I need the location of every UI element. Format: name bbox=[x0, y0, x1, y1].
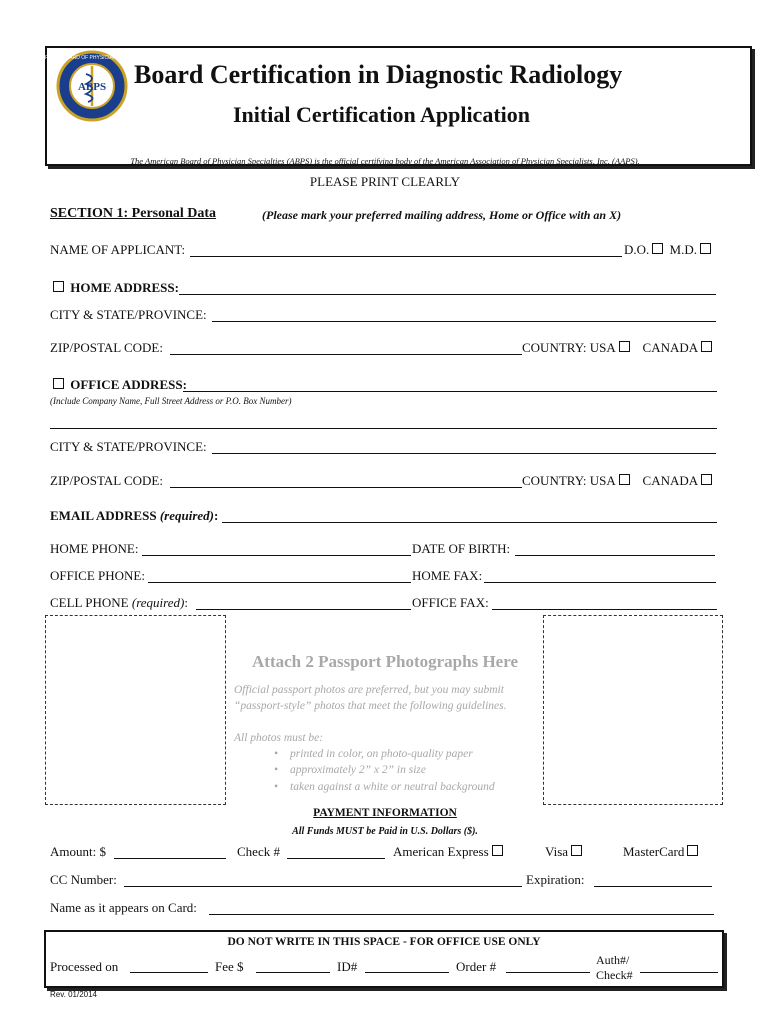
visa-label: Visa bbox=[545, 844, 569, 859]
name-label: NAME OF APPLICANT: bbox=[50, 242, 186, 257]
office-country-options bbox=[522, 473, 715, 489]
do-checkbox[interactable] bbox=[652, 243, 663, 254]
email-label: EMAIL ADDRESS (required): bbox=[50, 508, 219, 523]
amex-checkbox[interactable] bbox=[492, 845, 503, 856]
photo-line1: Official passport photos are preferred, but you may submit bbox=[234, 684, 504, 696]
amount-field[interactable] bbox=[114, 858, 226, 859]
home-canada-checkbox[interactable] bbox=[701, 341, 712, 352]
do-label: D.O. bbox=[624, 242, 650, 257]
home-fax-label: HOME FAX: bbox=[412, 568, 483, 583]
mastercard-checkbox[interactable] bbox=[687, 845, 698, 856]
home-phone-label: HOME PHONE: bbox=[50, 541, 139, 556]
processed-on-label: Processed on bbox=[50, 959, 119, 974]
photo-line2: “passport-style” photos that meet the following guidelines. bbox=[234, 700, 507, 712]
name-field[interactable] bbox=[190, 256, 622, 257]
photo-bullet-2: • approximately 2” x 2” in size bbox=[234, 764, 426, 776]
photo-box-right[interactable] bbox=[543, 615, 723, 805]
email-text: EMAIL ADDRESS bbox=[50, 508, 157, 523]
check-label: Check # bbox=[237, 844, 280, 859]
visa-option bbox=[545, 844, 585, 860]
photo-box-left[interactable] bbox=[45, 615, 226, 805]
office-address-field[interactable] bbox=[183, 391, 717, 392]
office-country-usa-label: COUNTRY: USA bbox=[522, 473, 616, 488]
cell-phone-label: CELL PHONE (required): bbox=[50, 595, 188, 610]
page-subtitle: Initial Certification Application bbox=[233, 102, 530, 127]
home-address-label bbox=[50, 280, 179, 296]
cc-number-label: CC Number: bbox=[50, 872, 117, 887]
tagline: The American Board of Physician Specialties (ABPS) is the official certifying body of the American Association of Physician Specialists, Inc. (AAPS). bbox=[130, 156, 640, 166]
amount-label: Amount: $ bbox=[50, 844, 106, 859]
fee-field bbox=[256, 972, 330, 973]
auth-label: Auth#/ bbox=[596, 953, 630, 967]
id-field bbox=[365, 972, 449, 973]
dob-label: DATE OF BIRTH: bbox=[412, 541, 511, 556]
seal-abbr: ABPS bbox=[77, 81, 107, 93]
processed-on-field bbox=[130, 972, 208, 973]
office-phone-label: OFFICE PHONE: bbox=[50, 568, 145, 583]
photo-bullet-3: • taken against a white or neutral background bbox=[234, 781, 495, 793]
expiration-label: Expiration: bbox=[526, 872, 585, 887]
home-fax-field[interactable] bbox=[484, 582, 716, 583]
md-label: M.D. bbox=[669, 242, 697, 257]
photo-bullet-1: • printed in color, on photo-quality paper bbox=[234, 748, 473, 760]
payment-title: PAYMENT INFORMATION bbox=[313, 807, 457, 819]
dob-field[interactable] bbox=[515, 555, 715, 556]
office-canada-checkbox[interactable] bbox=[701, 474, 712, 485]
name-on-card-field[interactable] bbox=[209, 914, 714, 915]
office-zip-field[interactable] bbox=[170, 487, 522, 488]
photo-title: Attach 2 Passport Photographs Here bbox=[252, 652, 518, 671]
amex-label: American Express bbox=[393, 844, 489, 859]
cell-phone-field[interactable] bbox=[196, 609, 411, 610]
order-label: Order # bbox=[456, 959, 497, 974]
fee-label: Fee $ bbox=[215, 959, 244, 974]
cell-required: (required) bbox=[131, 595, 185, 610]
office-address-checkbox[interactable] bbox=[53, 378, 64, 389]
abps-seal-logo bbox=[34, 50, 150, 122]
mastercard-label: MasterCard bbox=[623, 844, 685, 859]
office-city-label: CITY & STATE/PROVINCE: bbox=[50, 439, 207, 454]
mastercard-option bbox=[623, 844, 701, 860]
office-phone-field[interactable] bbox=[148, 582, 411, 583]
home-usa-checkbox[interactable] bbox=[619, 341, 630, 352]
office-address-label bbox=[50, 377, 187, 393]
md-checkbox[interactable] bbox=[700, 243, 711, 254]
print-clearly: PLEASE PRINT CLEARLY bbox=[309, 174, 461, 189]
name-on-card-label: Name as it appears on Card: bbox=[50, 900, 197, 915]
check-field[interactable] bbox=[287, 858, 385, 859]
home-zip-label: ZIP/POSTAL CODE: bbox=[50, 340, 163, 355]
revision: Rev. 01/2014 bbox=[50, 990, 97, 999]
email-required: (required) bbox=[159, 508, 214, 523]
id-label: ID# bbox=[337, 959, 358, 974]
home-city-label: CITY & STATE/PROVINCE: bbox=[50, 307, 207, 322]
expiration-field[interactable] bbox=[594, 886, 712, 887]
page-title: Board Certification in Diagnostic Radiology bbox=[134, 60, 623, 89]
home-address-text: HOME ADDRESS: bbox=[70, 280, 179, 295]
amex-option bbox=[393, 844, 506, 860]
cell-phone-text: CELL PHONE bbox=[50, 595, 129, 610]
home-zip-field[interactable] bbox=[170, 354, 522, 355]
section1-note: (Please mark your preferred mailing address, Home or Office with an X) bbox=[262, 208, 622, 222]
home-city-field[interactable] bbox=[212, 321, 716, 322]
section1-title: SECTION 1: Personal Data bbox=[50, 206, 217, 221]
office-fax-field[interactable] bbox=[492, 609, 717, 610]
home-address-checkbox[interactable] bbox=[53, 281, 64, 292]
office-address-text: OFFICE ADDRESS: bbox=[70, 377, 187, 392]
office-address-line2[interactable] bbox=[50, 428, 717, 429]
check-num-label: Check# bbox=[596, 968, 633, 982]
order-field bbox=[506, 972, 590, 973]
office-use-title: DO NOT WRITE IN THIS SPACE - FOR OFFICE USE ONLY bbox=[227, 936, 541, 948]
visa-checkbox[interactable] bbox=[571, 845, 582, 856]
cc-number-field[interactable] bbox=[124, 886, 522, 887]
seal-ring-text: AMERICAN BOARD OF PHYSICIAN SPECIALTIES bbox=[34, 55, 150, 61]
degree-options bbox=[624, 242, 714, 258]
home-canada-label: CANADA bbox=[642, 340, 699, 355]
office-canada-label: CANADA bbox=[642, 473, 699, 488]
office-zip-label: ZIP/POSTAL CODE: bbox=[50, 473, 163, 488]
home-country-usa-label: COUNTRY: USA bbox=[522, 340, 616, 355]
photo-line3: All photos must be: bbox=[234, 732, 324, 744]
office-fax-label: OFFICE FAX: bbox=[412, 595, 489, 610]
home-phone-field[interactable] bbox=[142, 555, 411, 556]
office-address-note: (Include Company Name, Full Street Address or P.O. Box Number) bbox=[50, 396, 292, 406]
home-country-options bbox=[522, 340, 715, 356]
home-address-field[interactable] bbox=[179, 294, 716, 295]
office-usa-checkbox[interactable] bbox=[619, 474, 630, 485]
payment-note: All Funds MUST be Paid in U.S. Dollars ($). bbox=[292, 826, 478, 837]
auth-check-field bbox=[640, 972, 718, 973]
office-city-field[interactable] bbox=[212, 453, 716, 454]
email-field[interactable] bbox=[222, 522, 717, 523]
